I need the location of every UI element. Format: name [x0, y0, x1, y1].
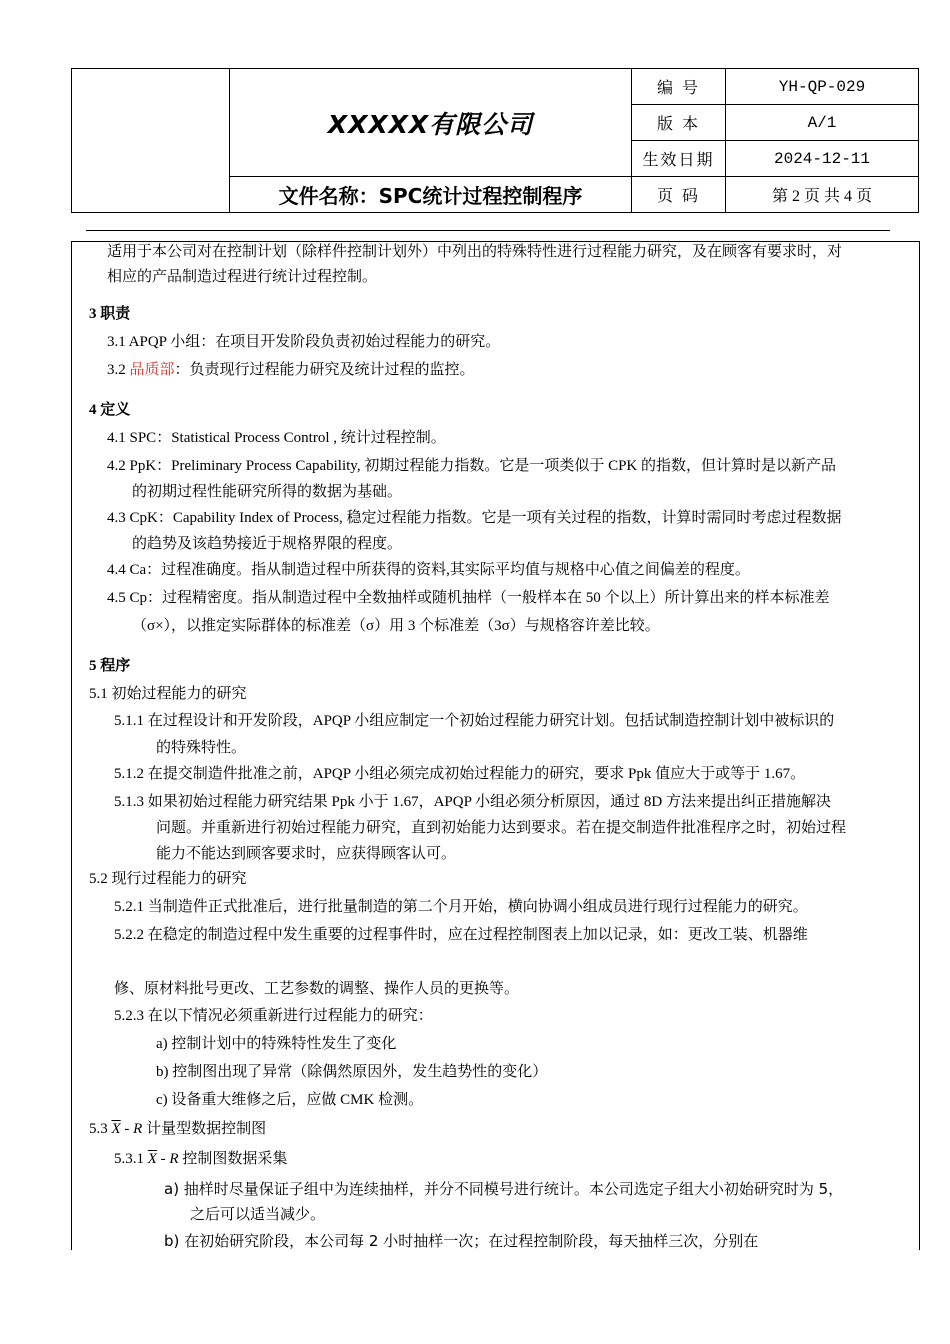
qa-dept-highlight: 品质部: [129, 362, 175, 378]
xbar-symbol: $\overline{X}$: [147, 1151, 157, 1167]
r-symbol: R: [169, 1151, 179, 1167]
item-5-2-2-line-1: 5.2.2 在稳定的制造过程中发生重要的过程事件时，应在过程控制图表上加以记录，如：更改工装、机器维: [114, 927, 808, 943]
def-4-3-line-1: 4.3 CpK：Capability Index of Process, 稳定过程能力指数。它是一项有关过程的指数，计算时需同时考虑过程数据: [107, 510, 842, 526]
item-5-3-1-a-line-2: 之后可以适当减少。: [190, 1207, 326, 1223]
item-5-3: 5.3 $\overline{X}$ - R 计量型数据控制图: [89, 1121, 267, 1137]
item-5-3-1-a-line-1: a) 抽样时尽量保证子组中为连续抽样，并分不同模号进行统计。本公司选定子组大小初始研究时为 5，: [164, 1180, 844, 1198]
item-5-1-3-line-2: 问题。并重新进行初始过程能力研究，直到初始能力达到要求。若在提交制造件批准程序之时，初始过程: [156, 820, 847, 836]
document-name: 文件名称：SPC统计过程控制程序: [230, 177, 632, 213]
xbar-symbol: $\overline{X}$: [111, 1121, 121, 1137]
item-5-1-2: 5.1.2 在提交制造件批准之前，APQP 小组必须完成初始过程能力的研究，要求 Ppk 值应大于或等于 1.67。: [114, 766, 806, 782]
def-4-1: 4.1 SPC：Statistical Process Control , 统计过程控制。: [107, 430, 446, 446]
section-3-heading: 3 职责: [89, 306, 131, 322]
item-5-2-3-a: a) 控制计划中的特殊特性发生了变化: [156, 1036, 397, 1052]
header-table: [71, 68, 919, 213]
item-3-1: 3.1 APQP 小组：在项目开发阶段负责初始过程能力的研究。: [107, 334, 501, 350]
item-5-2-3-b: b) 控制图出现了异常（除偶然原因外，发生趋势性的变化）: [156, 1064, 548, 1080]
divider: [86, 230, 890, 231]
item-5-3-1: 5.3.1 $\overline{X}$ - R 控制图数据采集: [114, 1151, 288, 1167]
r-symbol: R: [133, 1121, 143, 1137]
item-5-1-1-line-1: 5.1.1 在过程设计和开发阶段，APQP 小组应制定一个初始过程能力研究计划。包括试制造控制计划中被标识的: [114, 713, 835, 729]
section-5-heading: 5 程序: [89, 658, 131, 674]
scope-line-1: 适用于本公司对在控制计划（除样件控制计划外）中列出的特殊特性进行过程能力研究，及在顾客有要求时，对: [107, 244, 843, 260]
section-4-heading: 4 定义: [89, 402, 131, 418]
def-4-5-line-1: 4.5 Cp：过程精密度。指从制造过程中全数抽样或随机抽样（一般样本在 50 个以上）所计算出来的样本标准差: [107, 590, 830, 606]
def-4-5-line-2: （σ×），以推定实际群体的标准差（σ）用 3 个标准差（3σ）与规格容许差比较。: [132, 618, 660, 634]
code-label: 编 号: [632, 69, 726, 105]
item-5-3-1-b: b) 在初始研究阶段，本公司每 2 小时抽样一次；在过程控制阶段，每天抽样三次，分别在: [164, 1232, 759, 1250]
item-5-1-3-line-3: 能力不能达到顾客要求时，应获得顾客认可。: [156, 846, 457, 862]
item-5-2-1: 5.2.1 当制造件正式批准后，进行批量制造的第二个月开始，横向协调小组成员进行现行过程能力的研究。: [114, 899, 808, 915]
item-5-2-3-c: c) 设备重大维修之后，应做 CMK 检测。: [156, 1092, 424, 1108]
item-5-2-3: 5.2.3 在以下情况必须重新进行过程能力的研究：: [114, 1008, 433, 1024]
def-4-3-line-2: 的趋势及该趋势接近于规格界限的程度。: [132, 536, 403, 552]
code-value: YH-QP-029: [726, 69, 919, 105]
item-5-2: 5.2 现行过程能力的研究: [89, 871, 247, 887]
def-4-2-line-1: 4.2 PpK：Preliminary Process Capability, 初期过程能力指数。它是一项类似于 CPK 的指数，但计算时是以新产品: [107, 458, 837, 474]
document-body: [71, 241, 920, 1250]
item-5-2-2-line-2: 修、原材料批号更改、工艺参数的调整、操作人员的更换等。: [114, 981, 520, 997]
page-value: 第 2 页 共 4 页: [726, 177, 919, 213]
version-value: A/1: [726, 105, 919, 141]
scope-line-2: 相应的产品制造过程进行统计过程控制。: [107, 269, 378, 285]
def-4-4: 4.4 Ca：过程准确度。指从制造过程中所获得的资料,其实际平均值与规格中心值之间偏差的程度。: [107, 562, 750, 578]
item-5-1: 5.1 初始过程能力的研究: [89, 686, 247, 702]
page-label: 页 码: [632, 177, 726, 213]
version-label: 版 本: [632, 105, 726, 141]
def-4-2-line-2: 的初期过程性能研究所得的数据为基础。: [132, 484, 403, 500]
company-name: XXXXX有限公司: [230, 69, 632, 177]
date-value: 2024-12-11: [726, 141, 919, 177]
item-3-2: 3.2 品质部：负责现行过程能力研究及统计过程的监控。: [107, 362, 475, 378]
date-label: 生效日期: [632, 141, 726, 177]
logo-cell: [72, 69, 230, 213]
item-5-1-1-line-2: 的特殊特性。: [156, 740, 247, 756]
item-5-1-3-line-1: 5.1.3 如果初始过程能力研究结果 Ppk 小于 1.67，APQP 小组必须分析原因，通过 8D 方法来提出纠正措施解决: [114, 794, 831, 810]
